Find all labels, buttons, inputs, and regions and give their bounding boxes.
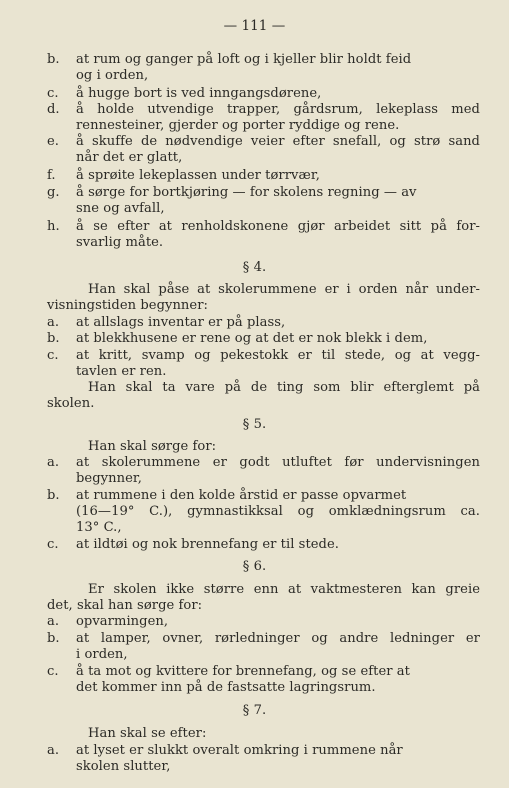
list-item-line: skolen slutter,	[76, 759, 171, 774]
list-item-line: at rum og ganger på loft og i kjeller blir holdt feid	[76, 52, 412, 67]
list-item-label: a.	[47, 315, 60, 330]
list-item-line: at ildtøi og nok brennefang er til stede.	[76, 537, 339, 552]
paragraph-line: Han skal påse at skolerummene er i orden når under-	[88, 282, 480, 297]
list-item-line: når det er glatt,	[76, 150, 183, 165]
paragraph-line: Han skal sørge for:	[88, 439, 217, 454]
list-item-line: sne og avfall,	[76, 201, 165, 216]
list-item-line: i orden,	[76, 647, 128, 662]
list-item-label: a.	[47, 455, 60, 470]
list-item-line: å se efter at renholdskonene gjør arbeidet sitt på for-	[76, 219, 480, 234]
section-heading: § 6.	[242, 559, 267, 574]
list-item-label: e.	[47, 134, 60, 149]
list-item-line: at allslags inventar er på plass,	[76, 315, 286, 330]
list-item-label: c.	[47, 86, 59, 101]
paragraph-line: Han skal ta vare på de ting som blir efterglemt på	[88, 380, 480, 395]
list-item-line: svarlig måte.	[76, 235, 164, 250]
list-item-line: at lamper, ovner, rørledninger og andre ledninger er	[76, 631, 480, 646]
list-item-line: 13° C.,	[76, 520, 122, 535]
section-heading: § 5.	[242, 417, 267, 432]
list-item-line: at blekkhusene er rene og at det er nok blekk i dem,	[76, 331, 428, 346]
list-item-line: å sprøite lekeplassen under tørrvær,	[76, 168, 320, 183]
page-number: — 111 —	[223, 18, 286, 34]
paragraph-line: visningstiden begynner:	[47, 298, 208, 313]
paragraph-line: skolen.	[47, 396, 95, 411]
list-item-label: c.	[47, 664, 59, 679]
list-item-line: at rummene i den kolde årstid er passe opvarmet	[76, 488, 407, 503]
list-item-line: å ta mot og kvittere for brennefang, og se efter at	[76, 664, 410, 679]
list-item-line: og i orden,	[76, 68, 149, 83]
list-item-label: b.	[47, 488, 60, 503]
paragraph-line: det, skal han sørge for:	[47, 598, 203, 613]
paragraph-line: Er skolen ikke større enn at vaktmesteren kan greie	[88, 582, 480, 597]
list-item-label: b.	[47, 52, 60, 67]
list-item-line: at lyset er slukkt overalt omkring i rummene når	[76, 743, 403, 758]
list-item-line: (16—19° C.), gymnastikksal og omklædningsrum ca.	[76, 504, 480, 519]
list-item-line: å hugge bort is ved inngangsdørene,	[76, 86, 322, 101]
list-item-label: h.	[47, 219, 60, 234]
list-item-line: rennesteiner, gjerder og porter ryddige og rene.	[76, 118, 400, 133]
list-item-label: c.	[47, 348, 59, 363]
list-item-line: det kommer inn på de fastsatte lagringsrum.	[76, 680, 376, 695]
list-item-line: at kritt, svamp og pekestokk er til stede, og at vegg-	[76, 348, 480, 363]
list-item-label: g.	[47, 185, 60, 200]
list-item-label: b.	[47, 331, 60, 346]
list-item-line: å holde utvendige trapper, gårdsrum, lekeplass med	[76, 102, 480, 117]
list-item-label: f.	[47, 168, 56, 183]
list-item-line: at skolerummene er godt utluftet før undervisningen	[76, 455, 480, 470]
list-item-label: a.	[47, 614, 60, 629]
list-item-label: b.	[47, 631, 60, 646]
list-item-line: tavlen er ren.	[76, 364, 167, 379]
list-item-line: å sørge for bortkjøring — for skolens regning — av	[76, 185, 417, 200]
section-heading: § 7.	[242, 703, 267, 718]
list-item-line: begynner,	[76, 471, 142, 486]
list-item-line: å skuffe de nødvendige veier efter snefall, og strø sand	[76, 134, 480, 149]
section-heading: § 4.	[242, 260, 267, 275]
list-item-label: c.	[47, 537, 59, 552]
list-item-label: d.	[47, 102, 60, 117]
paragraph-line: Han skal se efter:	[88, 726, 207, 741]
list-item-line: opvarmingen,	[76, 614, 169, 629]
list-item-label: a.	[47, 743, 60, 758]
